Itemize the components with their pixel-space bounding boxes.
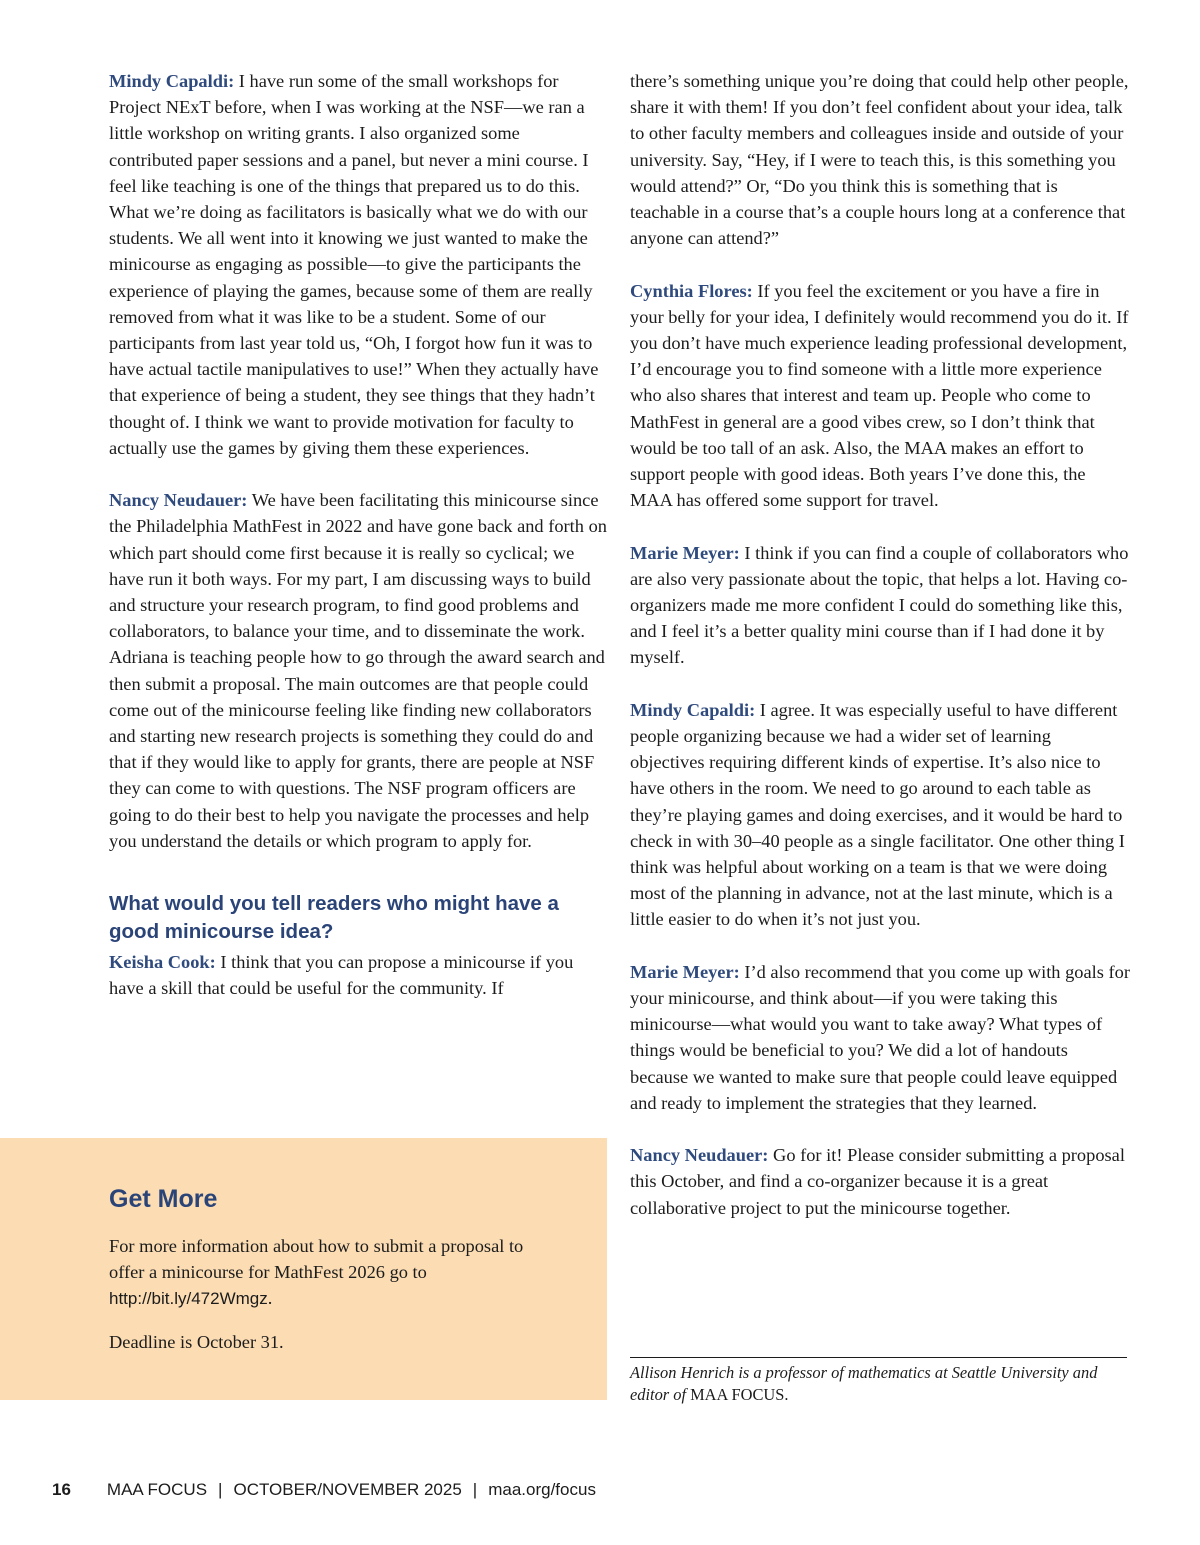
paragraph-text: I have run some of the small workshops for Project NExT before, when I was working at the NSF—we ran a little workshop on writing grants. I also organized some contributed paper sessions and a panel, but never a mini course. I feel like teaching is one of the things that prepared us to do this. What we’re doing as facilitators is basically what we do with our students. We all went into it knowing we just wanted to make the minicourse as engaging as possible—to give the participants the experience of playing the games, because some of them are really removed from what it was like to be a student. Some of our participants from last year told us, “Oh, I forgot how fun it was to have actual tactile manipulatives to use!” When they actually have that experience of being a student, they see things that they hadn’t thought of. I think we want to provide motivation for faculty to actually use the games by giving them these experiences. [109,71,599,458]
get-more-url-end: . [267,1288,273,1309]
speaker-name: Nancy Neudauer: [109,490,248,511]
interview-paragraph [630,959,1130,1116]
interview-paragraph [109,487,607,854]
speaker-name: Cynthia Flores: [630,280,753,301]
paragraph-text: I agree. It was especially useful to have different people organizing because we had a wider set of learning objectives requiring different kinds of expertise. It’s also nice to have others in the room. We need to go around to each table as they’re playing games and doing exercises, and it would be hard to check in with 30–40 people as a single facilitator. One other thing I think was helpful about working on a team is that we were doing most of the planning in advance, not at the last minute, which is a little easier to do when it’s not just you. [630,699,1125,930]
question-heading: What would you tell readers who might have a good minicourse idea? [109,892,559,944]
paragraph-text: I’d also recommend that you come up with goals for your minicourse, and think about—if you were taking this minicourse—what would you want to take away? What types of things would be beneficial to you? We did a lot of handouts because we wanted to make sure that people could leave equipped and ready to implement the strategies that they learned. [630,961,1130,1113]
speaker-name: Keisha Cook: [109,952,216,973]
paragraph-text: I think that you can propose a minicourse if you have a skill that could be useful for the community. If [109,952,574,999]
get-more-title: Get More [109,1185,218,1213]
get-more-text [109,1233,554,1313]
paragraph-text: there’s something unique you’re doing that could help other people, share it with them! If you don’t feel confident about your idea, talk to other faculty members and colleagues inside and outside of your university. Say, “Hey, if I were to teach this, is this something you would attend?” Or, “Do you think this is something that is teachable in a course that’s a couple hours long at a conference that anyone can attend?” [630,71,1129,249]
page-number: 16 [52,1480,71,1499]
bio-end: . [784,1385,789,1404]
get-more-body-text: For more information about how to submit a proposal to offer a minicourse for MathFest 2026 go to [109,1236,524,1283]
speaker-name: Mindy Capaldi: [630,699,756,720]
speaker-name: Mindy Capaldi: [109,71,235,91]
interview-paragraph [109,68,607,461]
right-column [630,68,1130,1221]
footer-separator: | [218,1480,223,1499]
bio-divider [630,1357,1127,1358]
interview-paragraph [630,697,1130,933]
paragraph-text: If you feel the excitement or you have a fire in your belly for your idea, I definitely would recommend you do it. If you don’t have much experience leading professional development, I’d encourage you to find someone with a little more experience who also shares that interest and team up. People who come to MathFest in general are a good vibes crew, so I don’t think that would be too tall of an ask. Also, the MAA makes an effort to support people with good ideas. Both years I’ve done this, the MAA has offered some support for travel. [630,280,1129,511]
interview-paragraph [630,278,1130,514]
footer-separator: | [472,1480,478,1499]
speaker-name: Marie Meyer: [630,542,740,563]
paragraph-text: We have been facilitating this minicourse since the Philadelphia MathFest in 2022 and have gone back and forth on which part should come first because it is really so cyclical; we have run it both ways. For my part, I am discussing ways to build and structure your research program, to find good problems and collaborators, to balance your time, and to disseminate the work. Adriana is teaching people how to go through the award search and then submit a proposal. The main outcomes are that people could come out of the minicourse feeling like finding new collaborators and starting new research projects is something they could do and that if they would like to apply for grants, there are people at NSF they can come to with questions. The NSF program officers are going to do their best to help you navigate the processes and help you understand the details or which program to apply for. [109,490,607,851]
bio-text: Allison Henrich is a professor of mathematics at Seattle University and editor of [630,1363,1098,1404]
proposal-link[interactable]: http://bit.ly/472Wmgz [109,1289,268,1309]
speaker-name: Marie Meyer: [630,961,740,982]
footer-url[interactable]: maa.org/focus [488,1480,596,1499]
deadline-text: Deadline is October 31. [109,1332,284,1352]
paragraph-text: Go for it! Please consider submitting a proposal this October, and find a co-organizer because it is a great collaborative project to put the minicourse together. [630,1145,1125,1218]
interview-paragraph [630,540,1130,671]
page-footer [52,1480,596,1500]
paragraph-text: I think if you can find a couple of collaborators who are also very passionate about the topic, that helps a lot. Having co-organizers made me more confident I could do something like this, and I feel it’s a better quality mini course than if I had done it by myself. [630,542,1129,668]
interview-paragraph [630,1142,1130,1221]
interview-paragraph [109,949,607,1001]
interview-paragraph [630,68,1130,251]
left-column [109,68,607,1001]
speaker-name: Nancy Neudauer: [630,1145,769,1166]
footer-publication: MAA FOCUS [106,1480,208,1499]
bio-publication: MAA FOCUS [690,1385,785,1404]
footer-issue: OCTOBER/NOVEMBER 2025 [233,1480,462,1499]
author-bio [630,1362,1130,1406]
